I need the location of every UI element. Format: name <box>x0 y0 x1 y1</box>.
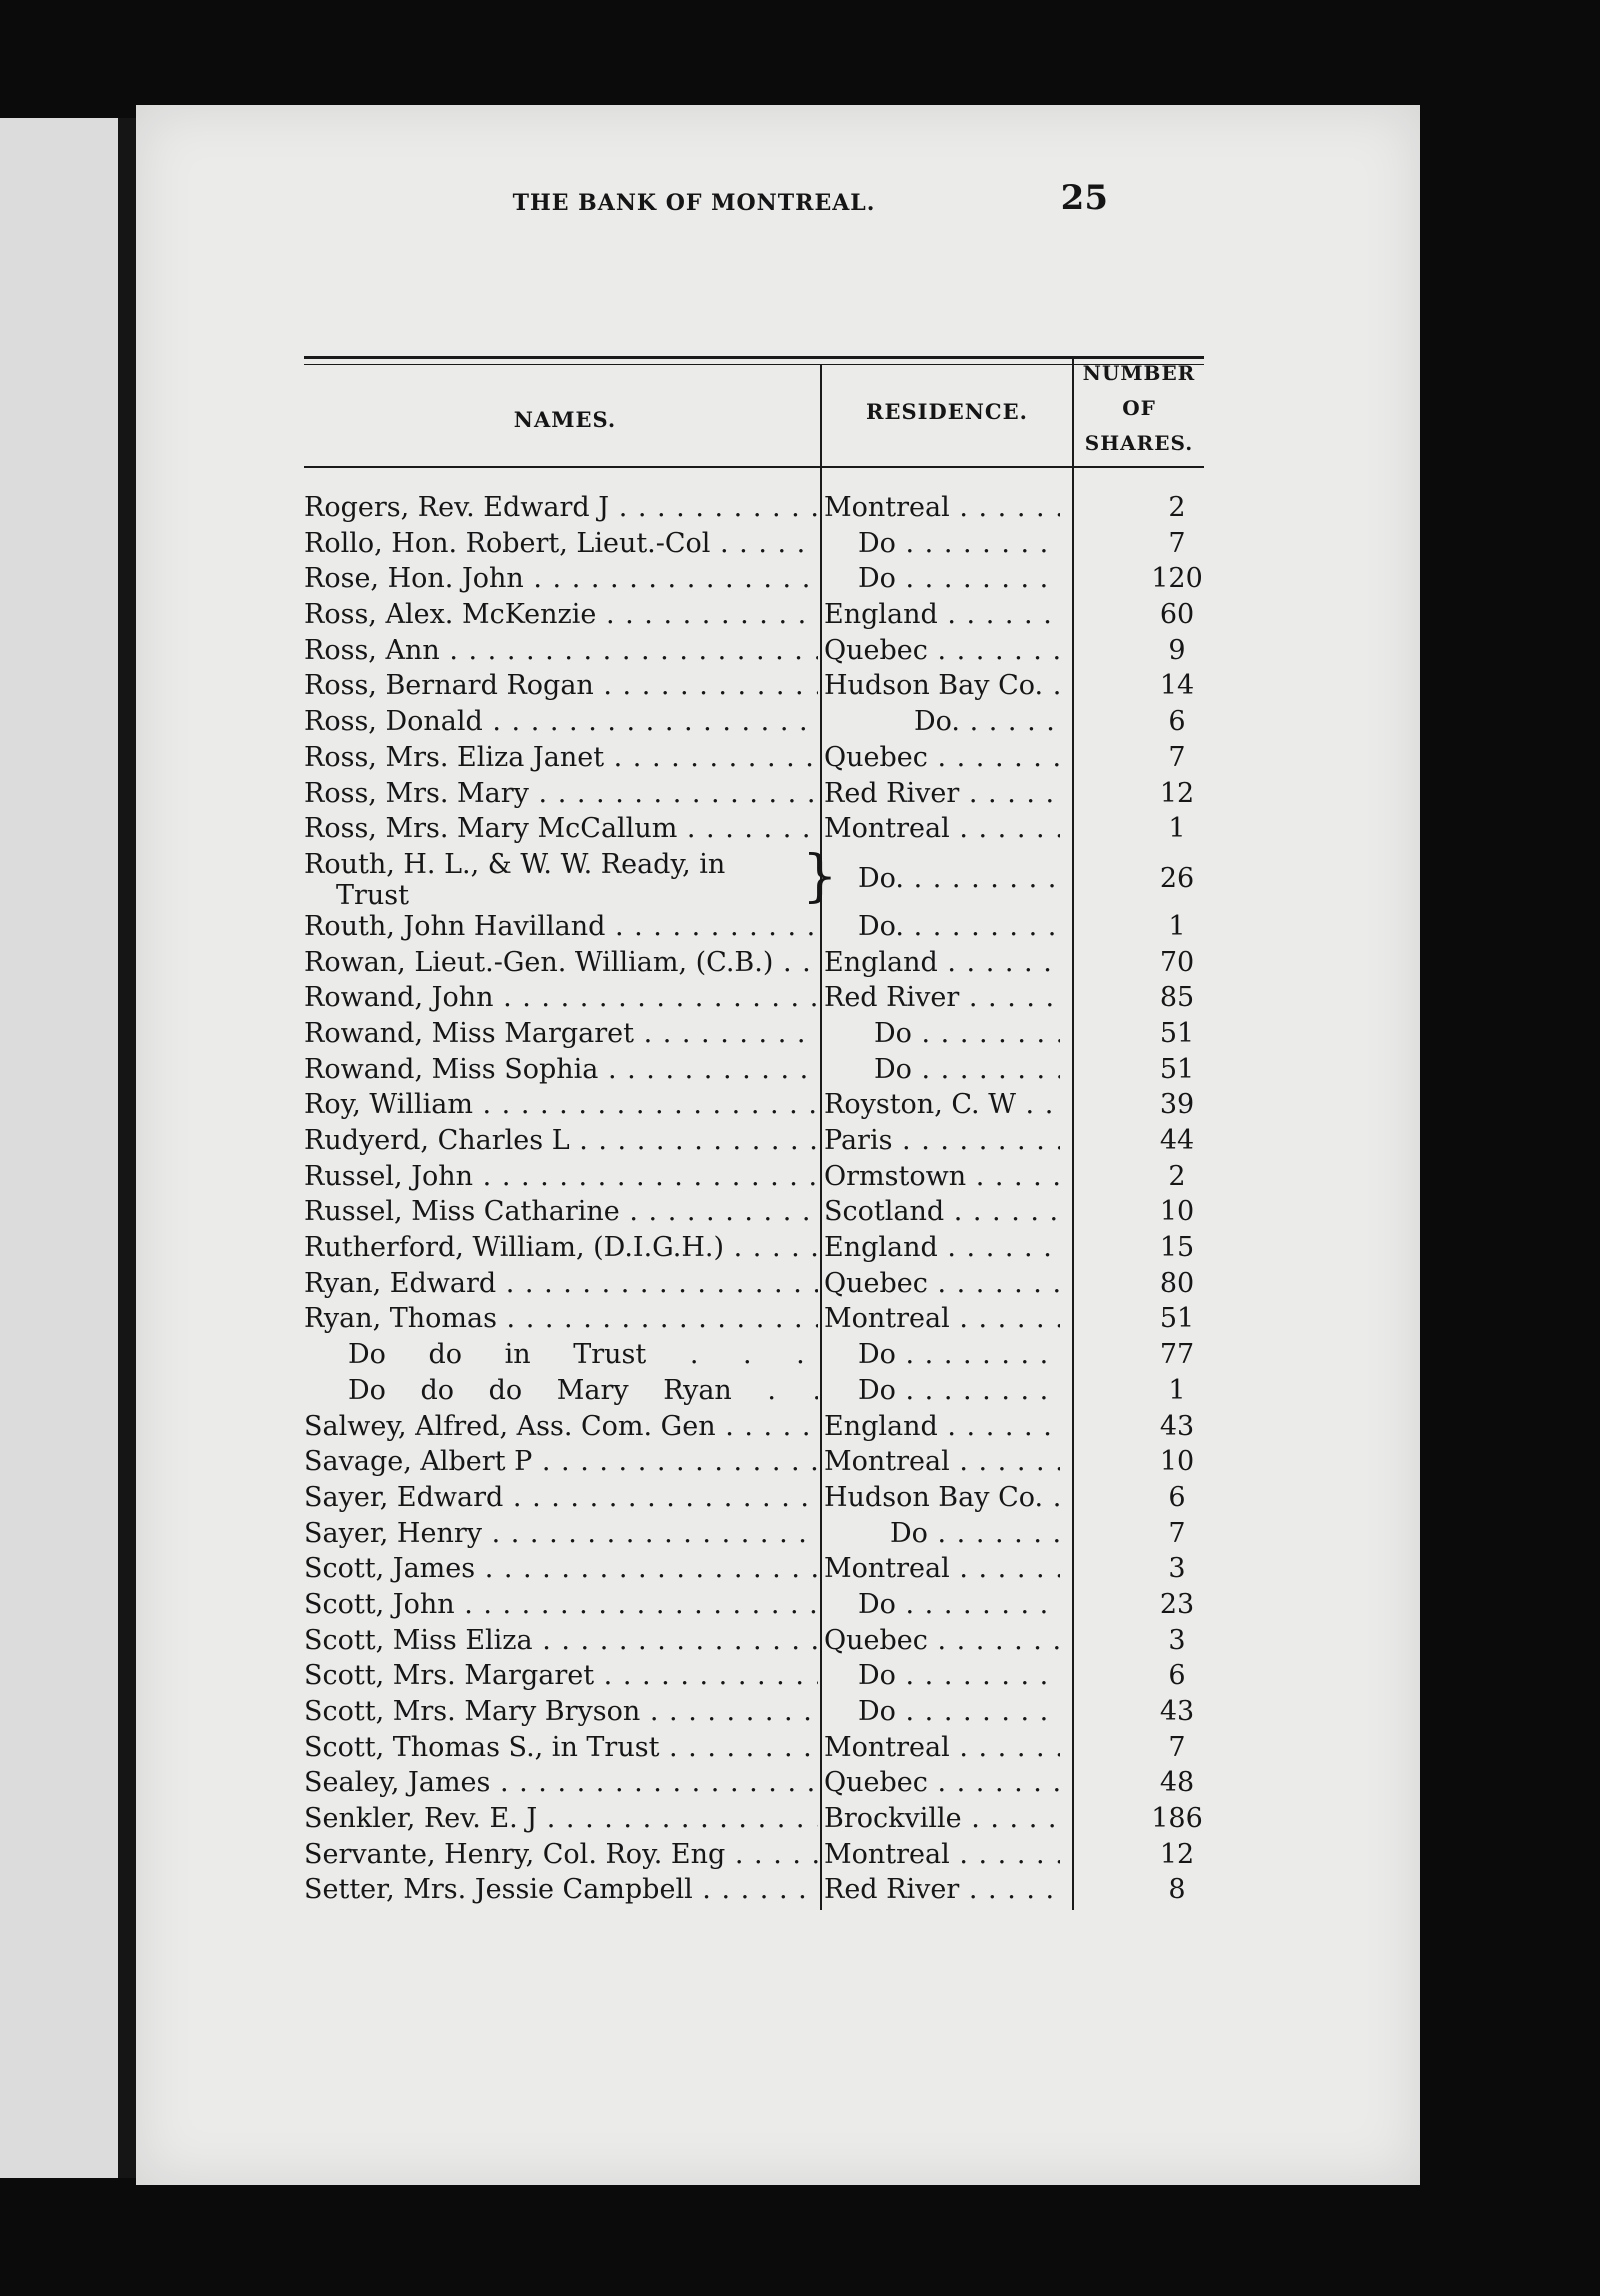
table-row <box>304 599 1204 635</box>
table-row <box>304 813 1204 849</box>
shareholder-name: Ryan, Edward . . . <box>304 1268 818 1299</box>
share-count: 12 <box>1159 1838 1195 1870</box>
share-count: 39 <box>1159 1089 1195 1121</box>
share-count: 12 <box>1159 777 1195 809</box>
shareholder-name-line: Routh, H. L., & W. W. Ready, in <box>304 848 726 880</box>
table-row <box>304 1625 1204 1661</box>
residence: Montreal . . . <box>824 1303 1060 1334</box>
share-count: 1 <box>1168 813 1186 845</box>
table-row <box>304 635 1204 671</box>
residence: Montreal . . . <box>824 492 1060 523</box>
shareholder-name: Salwey, Alfred, Ass. Com. Gen . . . <box>304 1411 818 1442</box>
table-row <box>304 1482 1204 1518</box>
table-row <box>304 1268 1204 1304</box>
shareholder-name: Scott, Mrs. Mary Bryson . . . <box>304 1696 818 1727</box>
table-row <box>304 1089 1204 1125</box>
share-count: 80 <box>1159 1267 1195 1299</box>
residence: Do . . . <box>824 1375 1060 1406</box>
residence: Do . . . <box>824 1339 1060 1370</box>
shareholder-name: Scott, John . . . <box>304 1589 818 1620</box>
table-row <box>304 947 1204 983</box>
residence: England . . . <box>824 1232 1060 1263</box>
share-count: 85 <box>1159 982 1195 1014</box>
table-row <box>304 1161 1204 1197</box>
shareholder-name: Ross, Mrs. Mary . . . <box>304 778 818 809</box>
table-row <box>304 1446 1204 1482</box>
shareholder-name <box>304 849 818 911</box>
table-row <box>304 1803 1204 1839</box>
table-row <box>304 1839 1204 1875</box>
residence: Montreal . . . <box>824 1732 1060 1763</box>
share-count: 7 <box>1168 741 1186 773</box>
shareholder-name: Ross, Mrs. Mary McCallum . . . <box>304 813 818 844</box>
share-count: 77 <box>1159 1339 1195 1371</box>
residence: Red River . . . <box>824 1874 1060 1905</box>
residence: Royston, C. W . . . <box>824 1089 1060 1120</box>
share-count: 1 <box>1168 1374 1186 1406</box>
column-header-residence: RESIDENCE. <box>866 399 1028 424</box>
residence: Do. . . . <box>824 706 1060 737</box>
shareholder-name: Sayer, Henry . . . <box>304 1518 818 1549</box>
table-row <box>304 1018 1204 1054</box>
shareholder-name: Rose, Hon. John . . . <box>304 563 818 594</box>
table-row <box>304 1767 1204 1803</box>
share-count: 2 <box>1168 492 1186 523</box>
book-gutter <box>118 118 136 2178</box>
residence: Scotland . . . <box>824 1196 1060 1227</box>
residence: Do . . . <box>824 1589 1060 1620</box>
shareholder-name: Servante, Henry, Col. Roy. Eng . . . <box>304 1839 818 1870</box>
shareholder-name: Ryan, Thomas . . . <box>304 1303 818 1334</box>
shareholder-name: Senkler, Rev. E. J . . . <box>304 1803 818 1834</box>
shareholder-name: Setter, Mrs. Jessie Campbell . . . <box>304 1874 818 1905</box>
share-count: 51 <box>1159 1053 1195 1085</box>
facing-page-edge <box>0 118 118 2178</box>
shareholder-name: Roy, William . . . <box>304 1089 818 1120</box>
shareholder-name: Routh, John Havilland . . . <box>304 911 818 942</box>
table-row <box>304 1125 1204 1161</box>
share-count: 43 <box>1159 1696 1195 1727</box>
shareholder-name: Russel, Miss Catharine . . . <box>304 1196 818 1227</box>
column-header-names: NAMES. <box>513 407 617 432</box>
residence: Brockville . . . <box>824 1803 1060 1834</box>
share-count: 44 <box>1159 1125 1195 1156</box>
share-count: 1 <box>1168 910 1186 942</box>
residence: Do . . . <box>824 1018 1060 1049</box>
table-row <box>304 1411 1204 1447</box>
header-bottom-rule <box>304 466 1204 468</box>
table-top-rule-thin <box>304 364 1204 365</box>
share-count: 6 <box>1168 1481 1186 1513</box>
residence: Quebec . . . <box>824 1268 1060 1299</box>
table-row <box>304 1339 1204 1375</box>
shareholder-name: Scott, Miss Eliza . . . <box>304 1625 818 1656</box>
share-count: 6 <box>1168 706 1186 738</box>
table-row <box>304 1696 1204 1732</box>
residence: Paris . . . <box>824 1125 1060 1156</box>
share-count: 7 <box>1168 1517 1186 1549</box>
residence: Quebec . . . <box>824 1625 1060 1656</box>
residence: Do . . . <box>824 563 1060 594</box>
shareholder-name: Do do do Mary Ryan . . . <box>304 1375 818 1406</box>
table-row <box>304 778 1204 814</box>
share-count: 43 <box>1159 1410 1195 1442</box>
share-count: 60 <box>1159 599 1195 631</box>
shares-header-line: SHARES. <box>1084 431 1194 455</box>
table-row <box>304 1375 1204 1411</box>
residence: Montreal . . . <box>824 1839 1060 1870</box>
shares-header-line: NUMBER <box>1082 361 1196 385</box>
share-count: 51 <box>1159 1303 1195 1335</box>
running-head: THE BANK OF MONTREAL. <box>512 190 876 216</box>
table-row <box>304 1660 1204 1696</box>
table-row <box>304 563 1204 599</box>
shareholder-name: Russel, John . . . <box>304 1161 818 1192</box>
residence: Do . . . <box>824 1518 1060 1549</box>
share-count: 6 <box>1168 1660 1186 1692</box>
shares-header-line: OF <box>1122 396 1156 420</box>
residence: Montreal . . . <box>824 1446 1060 1477</box>
shareholder-name: Scott, James . . . <box>304 1553 818 1584</box>
shareholder-name: Ross, Ann . . . <box>304 635 818 666</box>
table-row <box>304 670 1204 706</box>
shareholder-name: Rudyerd, Charles L . . . <box>304 1125 818 1156</box>
share-count: 48 <box>1159 1767 1195 1799</box>
table-row <box>304 844 1204 911</box>
shareholder-name: Rowan, Lieut.-Gen. William, (C.B.) . . . <box>304 947 818 978</box>
shareholder-name: Rowand, Miss Sophia . . . <box>304 1054 818 1085</box>
share-count: 23 <box>1159 1588 1195 1620</box>
shareholder-list <box>304 492 1204 1910</box>
share-count: 15 <box>1159 1232 1195 1264</box>
share-count: 51 <box>1159 1017 1195 1049</box>
shareholder-name: Ross, Donald . . . <box>304 706 818 737</box>
shareholder-name: Sealey, James . . . <box>304 1767 818 1798</box>
residence: Do . . . <box>824 1054 1060 1085</box>
residence: Hudson Bay Co. . . . <box>824 1482 1060 1513</box>
table-row <box>304 1874 1204 1910</box>
residence: Hudson Bay Co. . . . <box>824 670 1060 701</box>
table-top-rule <box>304 356 1204 359</box>
table-row <box>304 742 1204 778</box>
residence: Quebec . . . <box>824 635 1060 666</box>
share-count: 14 <box>1159 670 1195 702</box>
table-row <box>304 1054 1204 1090</box>
share-count: 7 <box>1168 527 1186 559</box>
share-count: 7 <box>1168 1731 1186 1763</box>
table-row <box>304 1553 1204 1589</box>
bracket-mark: } <box>802 844 838 909</box>
share-count: 2 <box>1168 1160 1186 1192</box>
residence: England . . . <box>824 947 1060 978</box>
shareholder-name: Rowand, Miss Margaret . . . <box>304 1018 818 1049</box>
table-row <box>304 706 1204 742</box>
table-row <box>304 911 1204 947</box>
residence: Do . . . <box>824 528 1060 559</box>
residence: Montreal . . . <box>824 1553 1060 1584</box>
residence: England . . . <box>824 599 1060 630</box>
residence: Ormstown . . . <box>824 1161 1060 1192</box>
residence: Red River . . . <box>824 778 1060 809</box>
residence: Do . . . <box>824 1660 1060 1691</box>
residence: Quebec . . . <box>824 1767 1060 1798</box>
residence: Do. . . . <box>824 863 1060 894</box>
shareholder-name: Scott, Thomas S., in Trust . . . <box>304 1732 818 1763</box>
share-count: 8 <box>1168 1874 1186 1906</box>
shareholder-name: Rollo, Hon. Robert, Lieut.-Col . . . <box>304 528 818 559</box>
column-header-shares <box>1074 356 1204 461</box>
shareholder-name: Scott, Mrs. Margaret . . . <box>304 1660 818 1691</box>
share-count: 3 <box>1168 1624 1186 1656</box>
shareholder-name: Rogers, Rev. Edward J . . . <box>304 492 818 523</box>
share-count: 3 <box>1168 1553 1186 1585</box>
shareholder-name: Rowand, John . . . <box>304 982 818 1013</box>
residence: Do . . . <box>824 1696 1060 1727</box>
table-row <box>304 1196 1204 1232</box>
residence: Red River . . . <box>824 982 1060 1013</box>
residence: Montreal . . . <box>824 813 1060 844</box>
shareholder-name: Ross, Alex. McKenzie . . . <box>304 599 818 630</box>
shareholder-name: Sayer, Edward . . . <box>304 1482 818 1513</box>
share-count: 26 <box>1159 862 1195 894</box>
share-count: 9 <box>1168 634 1186 666</box>
page-number: 25 <box>1060 178 1108 218</box>
shareholder-name: Ross, Bernard Rogan . . . <box>304 670 818 701</box>
table-row <box>304 492 1204 528</box>
table-row <box>304 1518 1204 1554</box>
table-row <box>304 1232 1204 1268</box>
shareholder-name: Ross, Mrs. Eliza Janet . . . <box>304 742 818 773</box>
shareholder-name: Do do in Trust . . . <box>304 1339 818 1370</box>
share-count: 10 <box>1159 1196 1195 1228</box>
shareholder-name-line: Trust <box>336 879 410 911</box>
residence: Quebec . . . <box>824 742 1060 773</box>
shareholder-name: Savage, Albert P . . . <box>304 1446 818 1477</box>
share-count: 10 <box>1159 1446 1195 1478</box>
residence: Do. . . . <box>824 911 1060 942</box>
shareholder-name: Rutherford, William, (D.I.G.H.) . . . <box>304 1232 818 1263</box>
table-row <box>304 1732 1204 1768</box>
table-row <box>304 528 1204 564</box>
table-row <box>304 1589 1204 1625</box>
table-row <box>304 1303 1204 1339</box>
table-row <box>304 982 1204 1018</box>
share-count: 120 <box>1151 563 1203 595</box>
residence: England . . . <box>824 1411 1060 1442</box>
share-count: 70 <box>1159 946 1195 978</box>
share-count: 186 <box>1151 1803 1203 1835</box>
